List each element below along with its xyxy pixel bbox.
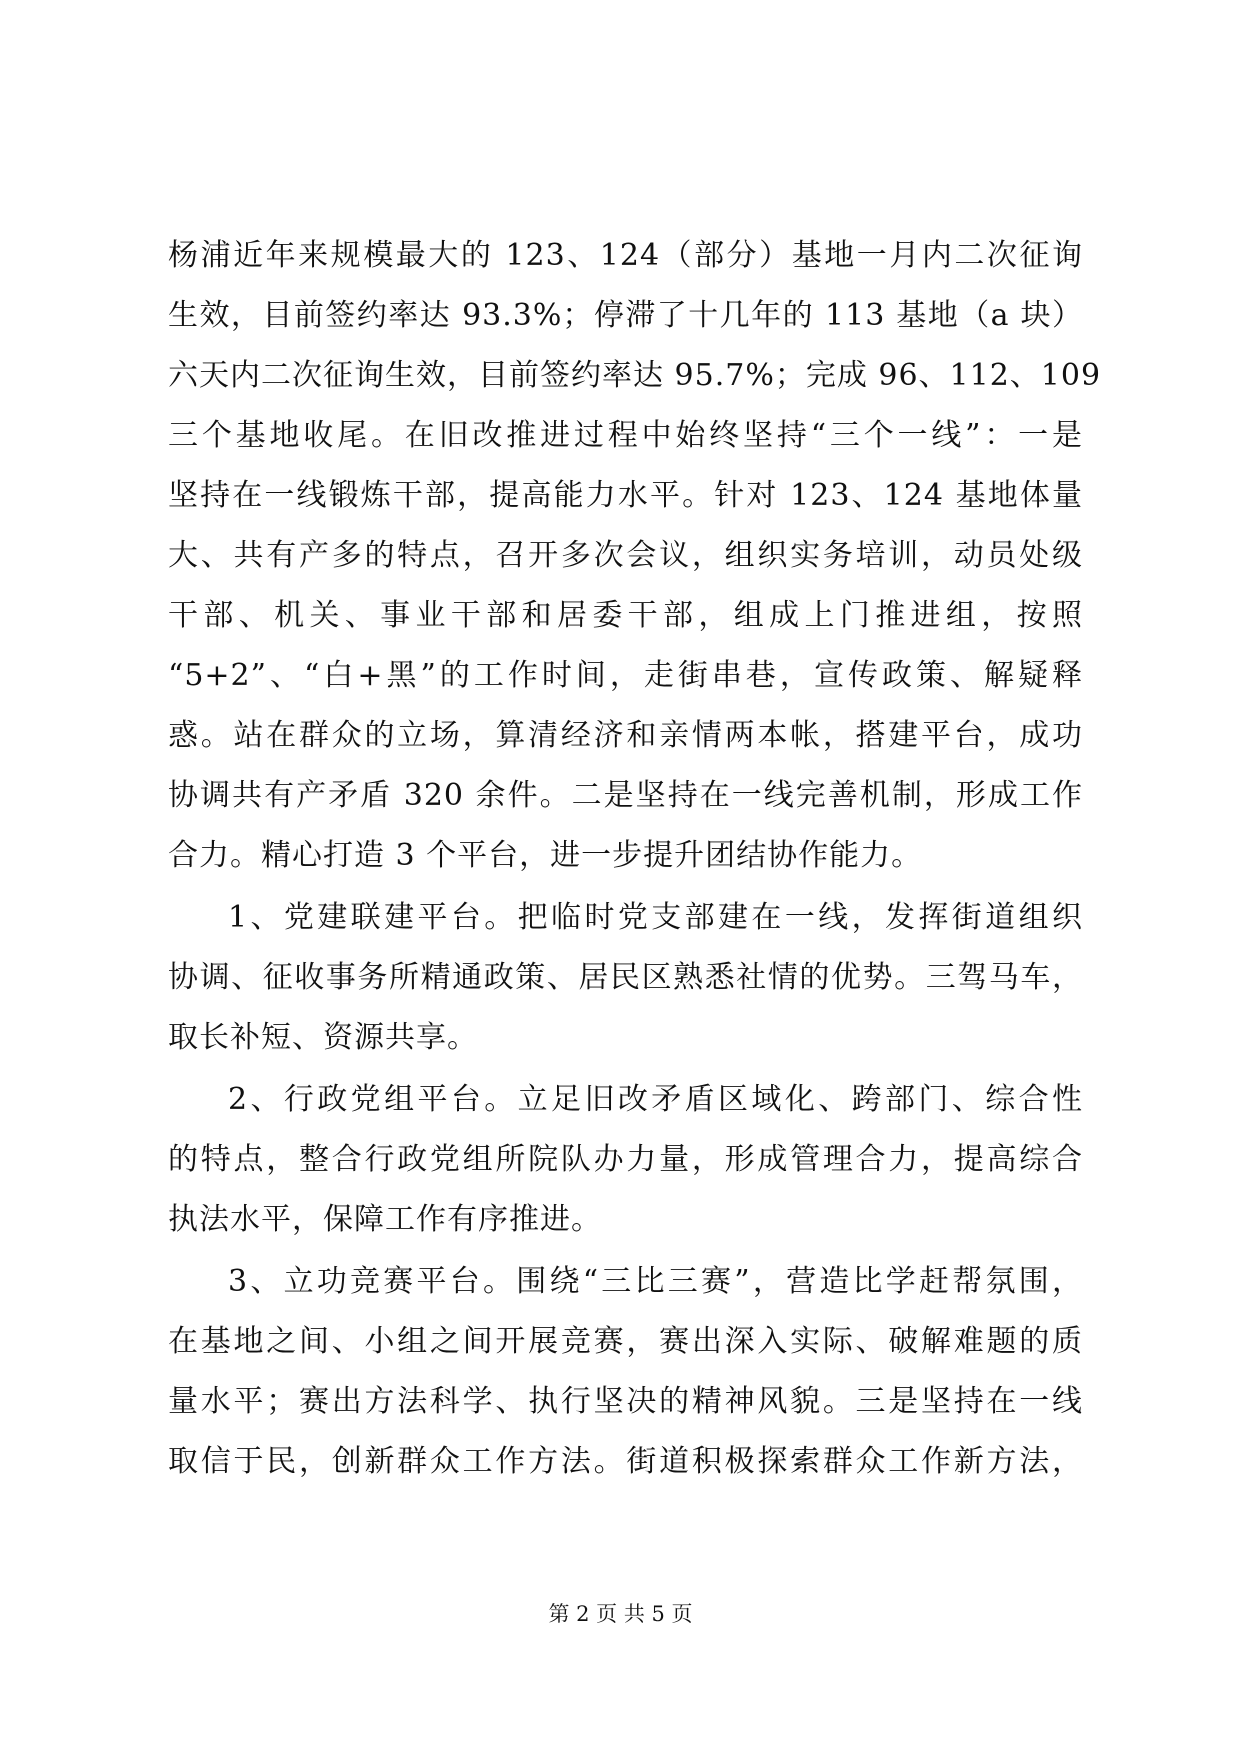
text-line: 协调、征收事务所精通政策、居民区熟悉社情的优势。三驾马车， xyxy=(168,960,1083,995)
text-line: 大、共有产多的特点，召开多次会议，组织实务培训，动员处级 xyxy=(168,538,1083,573)
text-line: 在基地之间、小组之间开展竞赛，赛出深入实际、破解难题的质 xyxy=(168,1324,1083,1359)
paragraph-1 xyxy=(168,226,1102,886)
text-line: 三个基地收尾。在旧改推进过程中始终坚持“三个一线”：一是 xyxy=(168,418,1083,453)
paragraph-3 xyxy=(168,1070,1083,1250)
page-number-footer: 第 2 页 共 5 页 xyxy=(548,1602,693,1626)
text-line: 2、行政党组平台。立足旧改矛盾区域化、跨部门、综合性 xyxy=(228,1082,1083,1117)
text-line: 3、立功竞赛平台。围绕“三比三赛”，营造比学赶帮氛围， xyxy=(228,1264,1083,1299)
text-line: 取信于民，创新群众工作方法。街道积极探索群众工作新方法， xyxy=(168,1444,1083,1479)
paragraph-2 xyxy=(168,888,1083,1068)
paragraph-4 xyxy=(168,1252,1083,1492)
text-line: 干部、机关、事业干部和居委干部，组成上门推进组，按照 xyxy=(168,598,1083,633)
document-body xyxy=(168,226,1102,1492)
text-line: 量水平；赛出方法科学、执行坚决的精神风貌。三是坚持在一线 xyxy=(168,1384,1083,1419)
text-line: 生效，目前签约率达 93.3%；停滞了十几年的 113 基地（a 块） xyxy=(168,298,1083,333)
text-line: 合力。精心打造 3 个平台，进一步提升团结协作能力。 xyxy=(168,838,923,873)
text-line: 执法水平，保障工作有序推进。 xyxy=(168,1202,602,1237)
text-line: 协调共有产矛盾 320 余件。二是坚持在一线完善机制，形成工作 xyxy=(168,778,1083,813)
text-line: 六天内二次征询生效，目前签约率达 95.7%；完成 96、112、109 xyxy=(168,358,1102,393)
text-line: 取长补短、资源共享。 xyxy=(168,1020,478,1055)
text-line: 1、党建联建平台。把临时党支部建在一线，发挥街道组织 xyxy=(228,900,1083,935)
text-line: “5+2”、“白+黑”的工作时间，走街串巷，宣传政策、解疑释 xyxy=(168,658,1083,693)
text-line: 坚持在一线锻炼干部，提高能力水平。针对 123、124 基地体量 xyxy=(168,478,1083,513)
text-line: 杨浦近年来规模最大的 123、124（部分）基地一月内二次征询 xyxy=(168,238,1083,273)
text-line: 的特点，整合行政党组所院队办力量，形成管理合力，提高综合 xyxy=(168,1142,1083,1177)
text-line: 惑。站在群众的立场，算清经济和亲情两本帐，搭建平台，成功 xyxy=(168,718,1083,753)
